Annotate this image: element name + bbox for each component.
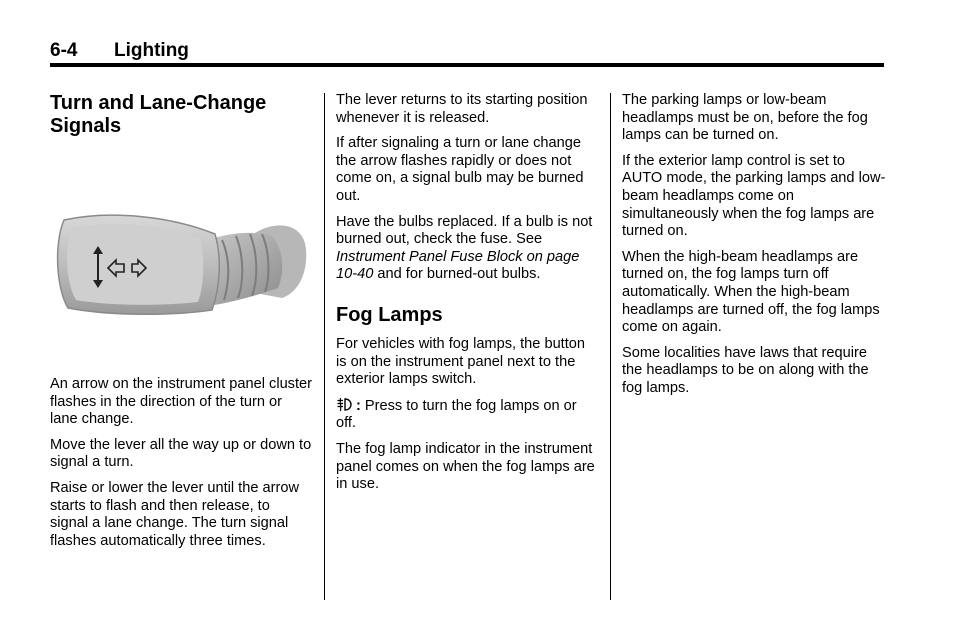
section-title: Lighting	[114, 40, 189, 61]
fog-lamps-button-para	[336, 397, 598, 433]
fog-lamps-para-6: When the high-beam headlamps are turned on, the fog lamps turn off automatically. When the high-beam headlamps are turned off, the fog lamps come on again.	[622, 248, 880, 336]
column-2	[336, 92, 598, 502]
turn-signals-para-3: Raise or lower the lever until the arrow starts to flash and then release, to signal a lane change. The turn signal flashes automatically three times.	[50, 479, 300, 549]
fog-lamp-icon	[336, 397, 352, 412]
turn-signals-para-1: An arrow on the instrument panel cluster flashes in the direction of the turn or lane change.	[50, 376, 313, 428]
column-divider-2	[610, 93, 611, 600]
turn-signal-lever-icon	[50, 188, 312, 338]
fuse-block-reference-link[interactable]: Instrument Panel Fuse Block on page 10-40	[336, 248, 580, 283]
bulb-replacement-text-post: and for burned-out bulbs.	[373, 266, 541, 283]
fog-button-text: Press to turn the fog lamps on or off.	[336, 397, 577, 432]
lever-return-para: The lever returns to its starting position whenever it is released.	[336, 92, 588, 126]
turn-signals-para-2: Move the lever all the way up or down to signal a turn.	[50, 436, 312, 471]
fog-lamps-para-5: If the exterior lamp control is set to AUTO mode, the parking lamps and low-beam headlamps come on simultaneously when the fog lamps are turned on.	[622, 152, 886, 240]
fog-lamps-para-1: For vehicles with fog lamps, the button is on the instrument panel next to the exterior lamps switch.	[336, 335, 586, 388]
page-header	[50, 40, 884, 64]
turn-signals-heading: Turn and Lane-Change Signals	[50, 92, 267, 137]
bulb-replacement-text-pre: Have the bulbs replaced. If a bulb is not burned out, check the fuse. See	[336, 213, 593, 248]
fog-lamps-heading: Fog Lamps	[336, 303, 443, 326]
fog-lamps-para-3: The fog lamp indicator in the instrument panel comes on when the fog lamps are in use.	[336, 440, 595, 493]
fog-lamps-para-7: Some localities have laws that require the headlamps to be on along with the fog lamps.	[622, 344, 869, 396]
bulb-replacement-para	[336, 214, 598, 284]
column-divider-1	[324, 93, 325, 600]
column-3	[622, 92, 886, 406]
column-1	[50, 92, 312, 558]
header-rule	[50, 63, 884, 67]
page-number: 6-4	[50, 40, 78, 61]
turn-signal-lever-illustration	[50, 188, 312, 338]
fog-button-colon: :	[356, 397, 361, 414]
bulb-burned-out-para: If after signaling a turn or lane change the arrow flashes rapidly or does not come on, a signal bulb may be burned out.	[336, 135, 584, 204]
fog-lamps-para-4: The parking lamps or low-beam headlamps must be on, before the fog lamps can be turned on.	[622, 92, 868, 144]
